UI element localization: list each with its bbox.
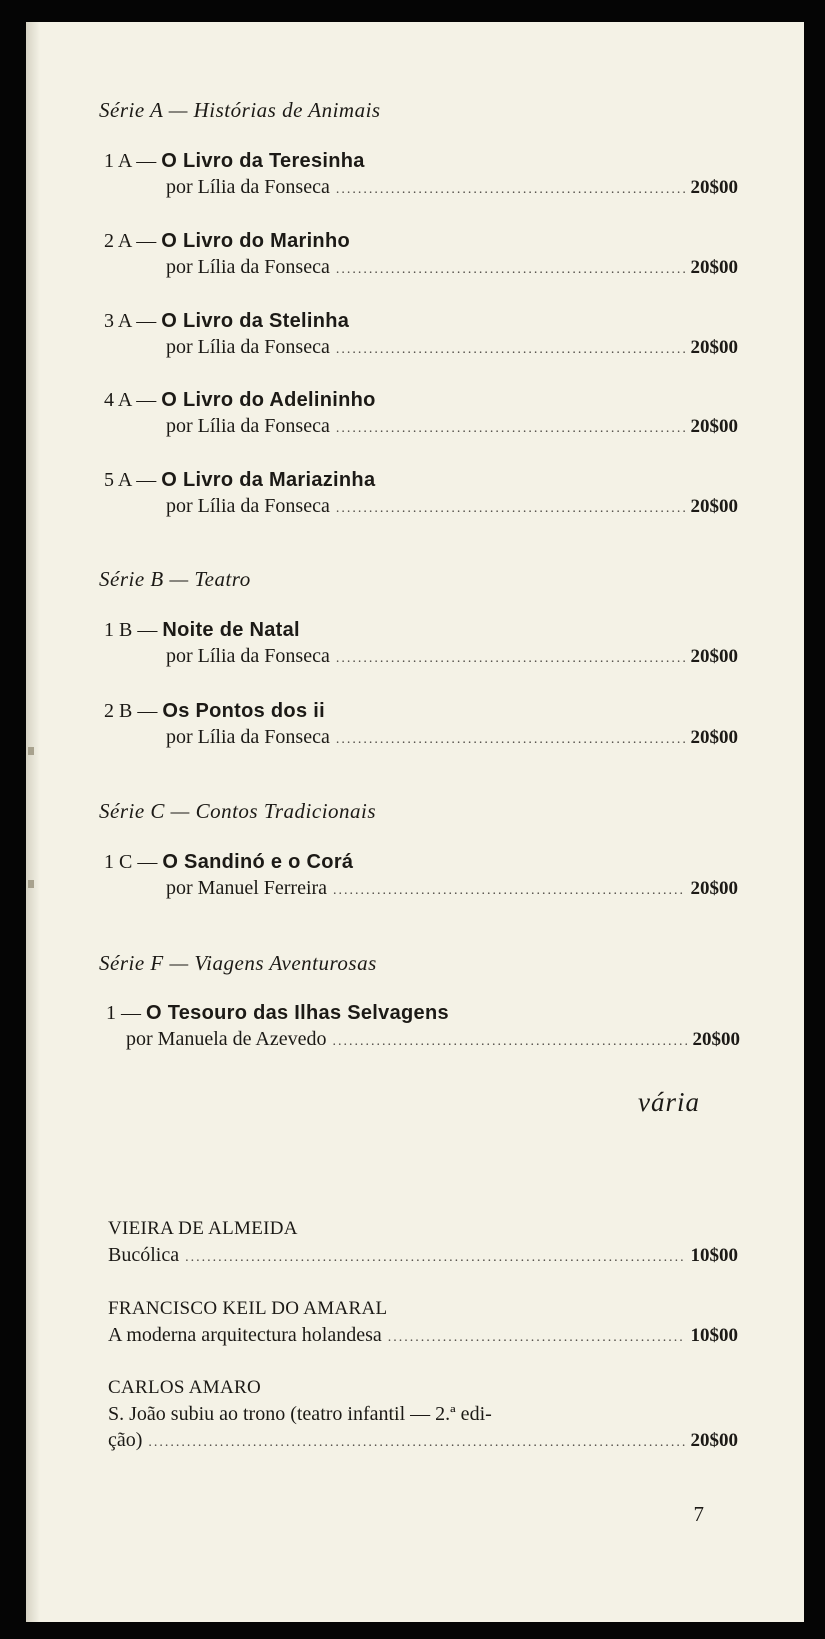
catalog-entry: [104, 149, 738, 203]
dot-leader: [336, 415, 685, 442]
entry-price: 20$00: [690, 337, 738, 358]
dot-leader: [336, 495, 685, 522]
series-b-heading: Série B — Teatro: [99, 567, 251, 591]
series-c-heading: Série C — Contos Tradicionais: [99, 799, 377, 823]
catalog-entry: [106, 1001, 740, 1055]
entry-author: por Lília da Fonseca: [166, 176, 330, 198]
entry-code: 2 A —: [104, 230, 162, 252]
catalog-entry: [104, 229, 738, 283]
dot-leader: [388, 1324, 685, 1351]
entry-title: S. João subiu ao trono (teatro infantil — 2.ª edi-: [108, 1403, 492, 1425]
entry-author: por Lília da Fonseca: [166, 256, 330, 278]
dot-leader: [332, 1028, 686, 1055]
catalog-entry: [104, 850, 738, 904]
entry-author: VIEIRA DE ALMEIDA: [108, 1218, 298, 1239]
entry-author: CARLOS AMARO: [108, 1377, 261, 1398]
dot-leader: [333, 877, 684, 904]
entry-price: 20$00: [690, 878, 738, 899]
entry-code: 3 A —: [104, 310, 162, 332]
entry-code: 1 —: [106, 1002, 146, 1024]
dot-leader: [336, 176, 685, 203]
entry-code: 5 A —: [104, 469, 162, 491]
catalog-entry: [104, 388, 738, 442]
series-f-heading: Série F — Viagens Aventurosas: [99, 951, 377, 975]
entry-author: por Manuela de Azevedo: [126, 1028, 327, 1050]
entry-title: O Livro do Adelininho: [161, 389, 376, 411]
entry-title: O Livro da Teresinha: [161, 150, 365, 172]
entry-title: O Tesouro das Ilhas Selvagens: [146, 1002, 449, 1024]
entry-author: FRANCISCO KEIL DO AMARAL: [108, 1298, 388, 1319]
dot-leader: [336, 256, 685, 283]
entry-price: 20$00: [690, 727, 738, 748]
entry-price: 20$00: [690, 177, 738, 198]
entry-author: por Lília da Fonseca: [166, 336, 330, 358]
entry-title: O Livro do Marinho: [161, 230, 350, 252]
series-a-heading: Série A — Histórias de Animais: [99, 98, 381, 122]
entry-title: Bucólica: [108, 1244, 180, 1266]
entry-author: por Lília da Fonseca: [166, 415, 330, 437]
varia-entry: [108, 1375, 738, 1456]
entry-title: O Sandinó e o Corá: [162, 851, 354, 873]
entry-title: O Livro da Mariazinha: [161, 469, 376, 491]
varia-entry: [108, 1296, 738, 1351]
entry-title: A moderna arquitectura holandesa: [108, 1324, 382, 1346]
margin-mark: [28, 880, 34, 888]
entry-code: 1 B —: [104, 619, 163, 641]
entry-code: 1 A —: [104, 150, 162, 172]
catalog-entry: [104, 309, 738, 363]
entry-price: 20$00: [690, 646, 738, 667]
page-binding-shadow: [26, 22, 40, 1622]
entry-price: 10$00: [690, 1245, 738, 1266]
catalog-entry: [104, 618, 738, 672]
entry-title: Os Pontos dos ii: [162, 700, 325, 722]
entry-title-continued: ção): [108, 1429, 143, 1451]
entry-price: 20$00: [690, 416, 738, 437]
entry-price: 20$00: [692, 1029, 740, 1050]
catalog-entry: [104, 468, 738, 522]
entry-author: por Lília da Fonseca: [166, 726, 330, 748]
dot-leader: [336, 645, 685, 672]
catalog-entry: [104, 699, 738, 753]
entry-title: Noite de Natal: [162, 619, 300, 641]
entry-price: 20$00: [690, 257, 738, 278]
entry-code: 1 C —: [104, 851, 163, 873]
varia-entry: [108, 1216, 738, 1271]
catalog-page: [26, 22, 804, 1622]
dot-leader: [148, 1429, 684, 1456]
margin-mark: [28, 747, 34, 755]
entry-price: 20$00: [690, 1430, 738, 1451]
varia-heading: vária: [638, 1087, 700, 1117]
entry-author: por Lília da Fonseca: [166, 495, 330, 517]
entry-code: 4 A —: [104, 389, 162, 411]
dot-leader: [336, 726, 685, 753]
entry-code: 2 B —: [104, 700, 163, 722]
dot-leader: [185, 1244, 684, 1271]
page-number: 7: [693, 1502, 704, 1526]
entry-price: 10$00: [690, 1325, 738, 1346]
dot-leader: [336, 336, 685, 363]
entry-title: O Livro da Stelinha: [161, 310, 350, 332]
entry-price: 20$00: [690, 496, 738, 517]
entry-author: por Lília da Fonseca: [166, 645, 330, 667]
entry-author: por Manuel Ferreira: [166, 877, 328, 899]
